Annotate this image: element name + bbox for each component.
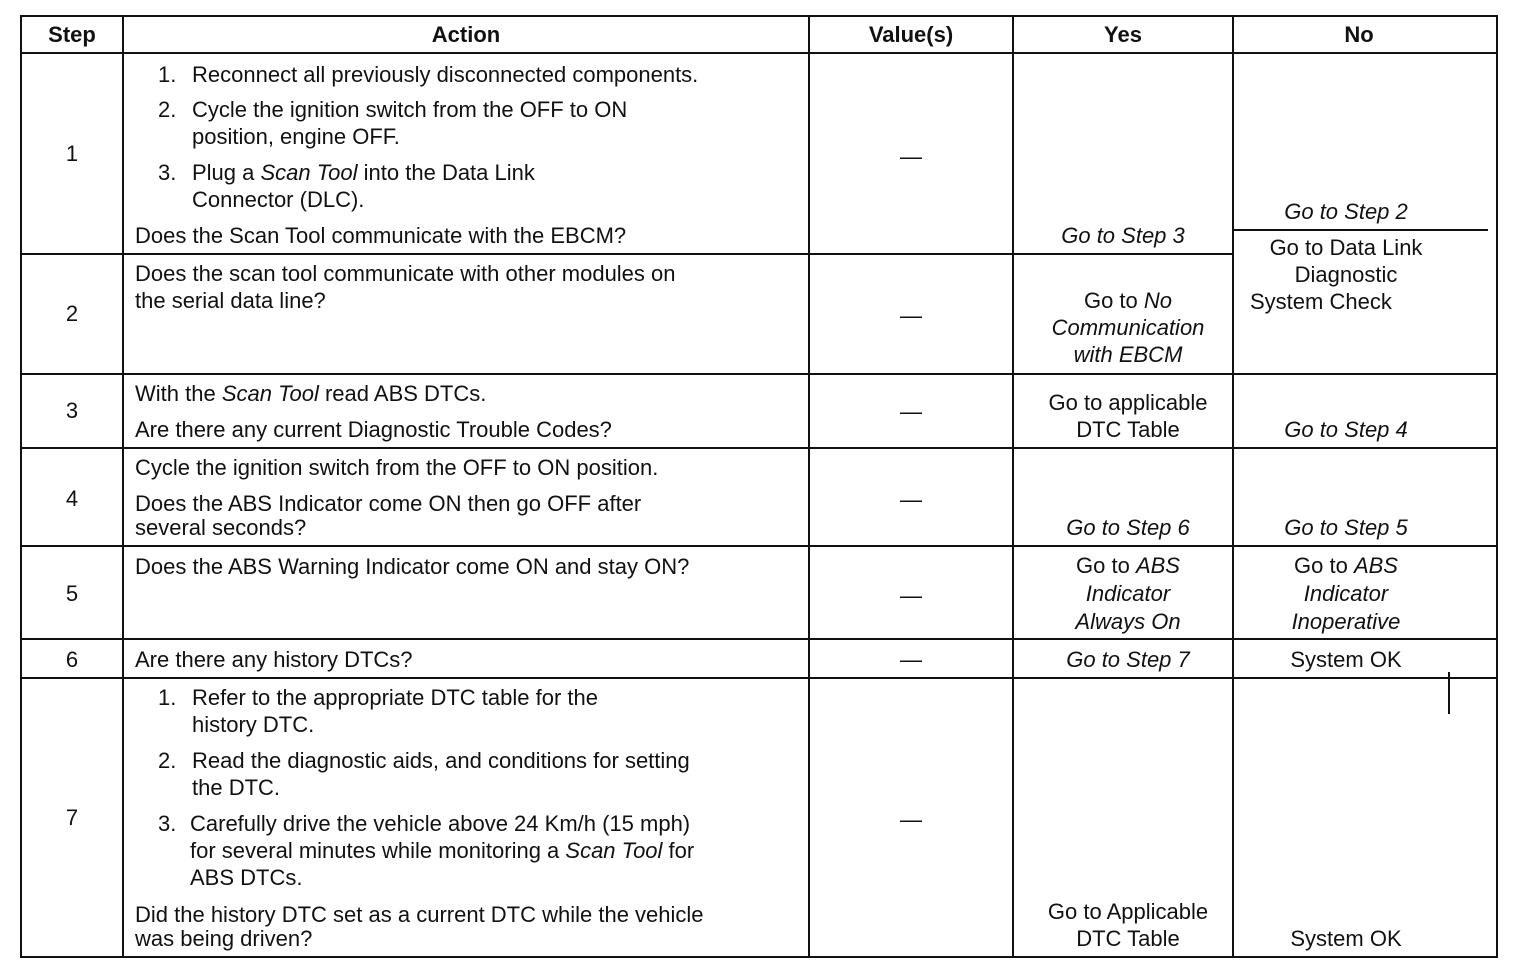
row-divider bbox=[20, 52, 1498, 54]
list-number: 3. bbox=[158, 160, 177, 185]
action-text: for several minutes while monitoring a Scan Tool for bbox=[190, 838, 695, 863]
step-number: 2 bbox=[65, 301, 79, 326]
action-question: Did the history DTC set as a current DTC while the vehicle bbox=[135, 902, 704, 927]
action-question: Does the Scan Tool communicate with the EBCM? bbox=[135, 223, 627, 248]
value-dash: — bbox=[900, 399, 922, 424]
yes-result: Go to Applicable bbox=[1047, 899, 1209, 924]
action-question: was being driven? bbox=[135, 926, 313, 951]
row-divider bbox=[20, 638, 1498, 640]
row-divider bbox=[20, 677, 1498, 679]
action-text: With the Scan Tool read ABS DTCs. bbox=[135, 381, 487, 406]
list-number: 1. bbox=[158, 685, 177, 710]
action-question: Does the ABS Indicator come ON then go OFF after bbox=[135, 491, 642, 516]
no-result: System OK bbox=[1290, 647, 1402, 672]
yes-result: Go to Step 7 bbox=[1066, 647, 1190, 672]
action-question: Are there any current Diagnostic Trouble Codes? bbox=[135, 417, 612, 442]
no-result: Inoperative bbox=[1291, 609, 1401, 634]
action-text: history DTC. bbox=[192, 712, 315, 737]
value-dash: — bbox=[900, 144, 922, 169]
row-divider bbox=[20, 545, 1498, 547]
no-result: Go to Step 4 bbox=[1284, 417, 1408, 442]
yes-result: Indicator bbox=[1085, 581, 1171, 606]
column-divider bbox=[1232, 15, 1234, 958]
yes-result: Go to No bbox=[1083, 288, 1173, 313]
action-question: Does the ABS Warning Indicator come ON and stay ON? bbox=[135, 554, 690, 579]
header-yes: Yes bbox=[1104, 22, 1142, 47]
header-no: No bbox=[1344, 22, 1374, 47]
yes-result: Go to applicable bbox=[1048, 390, 1208, 415]
step-number: 1 bbox=[65, 141, 79, 166]
action-text: Reconnect all previously disconnected components. bbox=[192, 62, 699, 87]
action-text: Carefully drive the vehicle above 24 Km/h (15 mph) bbox=[190, 811, 691, 836]
list-number: 3. bbox=[158, 811, 177, 836]
no-result: Go to Step 5 bbox=[1284, 515, 1408, 540]
action-text: Read the diagnostic aids, and conditions for setting bbox=[192, 748, 690, 773]
yes-result: Communication bbox=[1051, 315, 1205, 340]
no-result: Go to Data Link bbox=[1269, 235, 1423, 260]
row-divider bbox=[20, 373, 1498, 375]
no-result: Indicator bbox=[1303, 581, 1389, 606]
action-text: Plug a Scan Tool into the Data Link bbox=[192, 160, 535, 185]
no-result: Diagnostic bbox=[1294, 262, 1398, 287]
yes-result: Always On bbox=[1075, 609, 1181, 634]
value-dash: — bbox=[900, 303, 922, 328]
action-question: Are there any history DTCs? bbox=[135, 647, 413, 672]
value-dash: — bbox=[900, 647, 922, 672]
header-action: Action bbox=[431, 22, 501, 47]
row-divider bbox=[20, 253, 1232, 255]
yes-result: Go to Step 3 bbox=[1061, 223, 1185, 248]
yes-result: Go to ABS bbox=[1076, 553, 1180, 578]
action-question: the serial data line? bbox=[135, 288, 326, 313]
action-text: Cycle the ignition switch from the OFF to ON position. bbox=[135, 455, 659, 480]
step-number: 7 bbox=[65, 805, 79, 830]
row-divider bbox=[1232, 229, 1488, 231]
no-result: Go to Step 2 bbox=[1284, 199, 1408, 224]
no-result: System OK bbox=[1290, 926, 1402, 951]
header-step: Step bbox=[48, 22, 96, 47]
step-number: 3 bbox=[65, 398, 79, 423]
step-number: 4 bbox=[65, 486, 79, 511]
action-question: several seconds? bbox=[135, 515, 307, 540]
yes-result: DTC Table bbox=[1076, 417, 1180, 442]
action-text: Refer to the appropriate DTC table for the bbox=[192, 685, 598, 710]
header-values: Value(s) bbox=[868, 22, 954, 47]
yes-result: DTC Table bbox=[1076, 926, 1180, 951]
value-dash: — bbox=[900, 487, 922, 512]
action-question: Does the scan tool communicate with other modules on bbox=[135, 261, 676, 286]
value-dash: — bbox=[900, 807, 922, 832]
step-number: 6 bbox=[65, 647, 79, 672]
no-result: Go to ABS bbox=[1294, 553, 1398, 578]
step-number: 5 bbox=[65, 581, 79, 606]
list-number: 2. bbox=[158, 97, 177, 122]
value-dash: — bbox=[900, 583, 922, 608]
no-result: System Check bbox=[1250, 289, 1392, 314]
list-number: 1. bbox=[158, 62, 177, 87]
list-number: 2. bbox=[158, 748, 177, 773]
action-text: Cycle the ignition switch from the OFF to ON bbox=[192, 97, 628, 122]
action-text: ABS DTCs. bbox=[190, 865, 303, 890]
yes-result: with EBCM bbox=[1073, 342, 1183, 367]
action-text: Connector (DLC). bbox=[192, 187, 365, 212]
action-text: the DTC. bbox=[192, 775, 281, 800]
column-divider bbox=[1012, 15, 1014, 958]
row-divider bbox=[20, 447, 1498, 449]
action-text: position, engine OFF. bbox=[192, 124, 400, 149]
column-divider bbox=[122, 15, 124, 958]
yes-result: Go to Step 6 bbox=[1066, 515, 1190, 540]
